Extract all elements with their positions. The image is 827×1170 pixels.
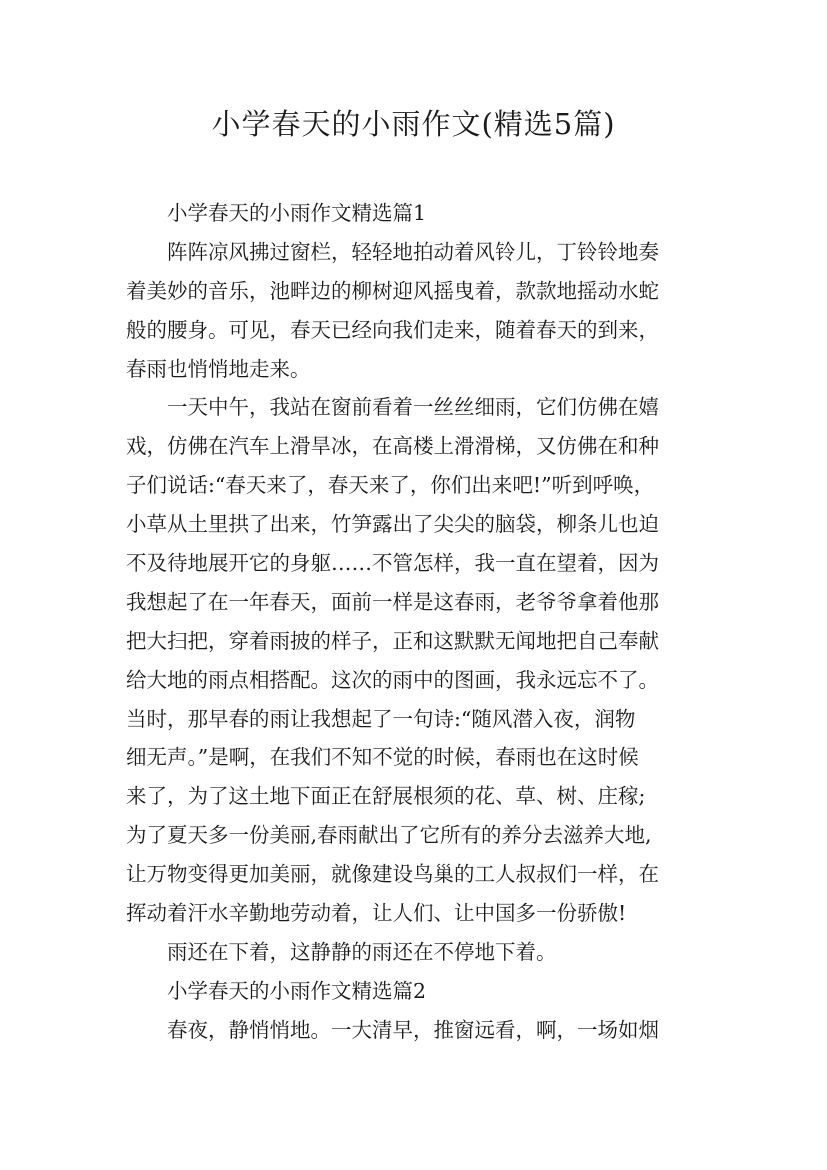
- document-title: 小学春天的小雨作文(精选5篇): [211, 107, 616, 141]
- text-line: 阵阵凉风拂过窗栏，轻轻地拍动着风铃儿，丁铃铃地奏: [167, 239, 659, 264]
- text-line: 着美妙的音乐，池畔边的柳树迎风摇曳着，款款地摇动水蛇: [126, 278, 659, 303]
- text-line: 春雨也悄悄地走来。: [126, 356, 311, 381]
- document-body: [126, 194, 716, 1050]
- text-line: 小草从土里拱了出来，竹笋露出了尖尖的脑袋，柳条儿也迫: [126, 512, 659, 537]
- text-line: 把大扫把，穿着雨披的样子，正和这默默无闻地把自己奉献: [126, 628, 659, 653]
- text-line: 子们说话:“春天来了，春天来了，你们出来吧!”听到呼唤，: [126, 473, 655, 498]
- text-line: 我想起了在一年春天，面前一样是这春雨，老爷爷拿着他那: [126, 589, 659, 614]
- text-line: 来了，为了这土地下面正在舒展根须的花、草、树、庄稼;: [126, 784, 646, 809]
- text-line: 一天中午，我站在窗前看着一丝丝细雨，它们仿佛在嬉: [167, 395, 659, 420]
- text-line: 戏，仿佛在汽车上滑旱冰，在高楼上滑滑梯，又仿佛在和种: [126, 434, 659, 459]
- text-line: 细无声。”是啊，在我们不知不觉的时候，春雨也在这时候: [126, 745, 639, 770]
- text-line: 不及待地展开它的身躯……不管怎样，我一直在望着，因为: [126, 551, 659, 576]
- text-line: 小学春天的小雨作文精选篇1: [167, 201, 427, 225]
- text-line: 为了夏天多一份美丽,春雨献出了它所有的养分去滋养大地,: [126, 823, 652, 848]
- text-line: 般的腰身。可见，春天已经向我们走来，随着春天的到来，: [126, 317, 659, 342]
- text-line: 当时，那早春的雨让我想起了一句诗:“随风潜入夜，润物: [126, 706, 636, 731]
- text-line: 小学春天的小雨作文精选篇2: [167, 978, 427, 1003]
- text-line: 雨还在下着，这静静的雨还在不停地下着。: [167, 939, 557, 964]
- text-line: 给大地的雨点相搭配。这次的雨中的图画，我永远忘不了。: [126, 667, 659, 692]
- text-line: 挥动着汗水辛勤地劳动着，让人们、让中国多一份骄傲!: [126, 901, 627, 926]
- text-line: 春夜，静悄悄地。一大清早，推窗远看，啊，一场如烟: [167, 1017, 659, 1042]
- text-line: 让万物变得更加美丽，就像建设鸟巢的工人叔叔们一样，在: [126, 862, 659, 887]
